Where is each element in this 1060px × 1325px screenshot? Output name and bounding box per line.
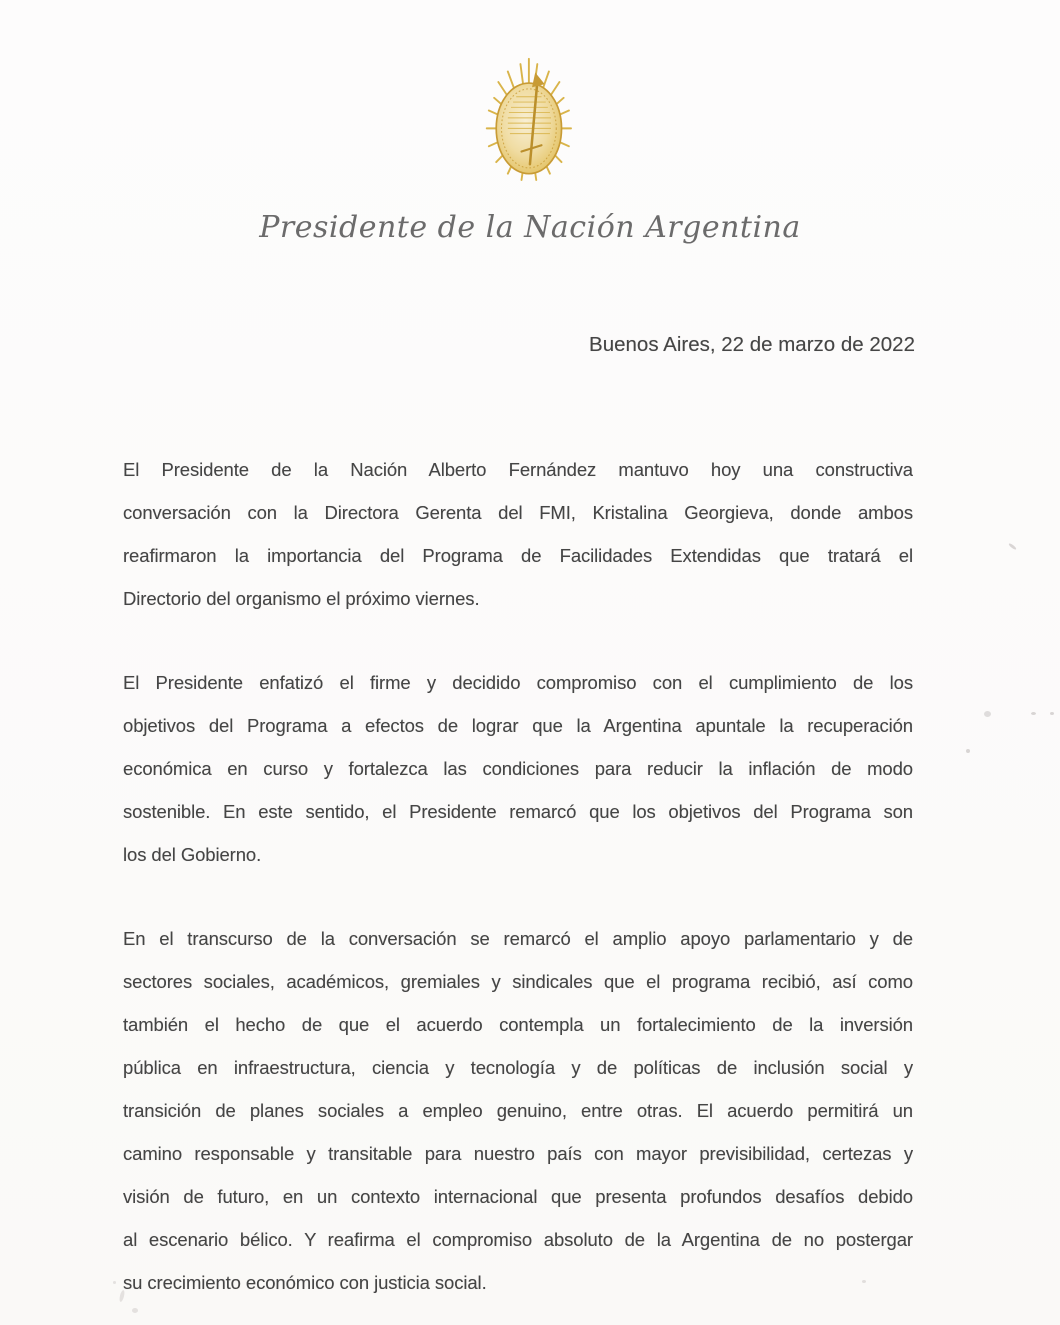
body-line: sectores sociales, académicos, gremiales y sindicales que el programa recibió, así como bbox=[123, 971, 913, 992]
body-line: conversación con la Directora Gerenta del FMI, Kristalina Georgieva, donde ambos bbox=[123, 502, 913, 523]
body bbox=[123, 448, 913, 1304]
scan-artifact bbox=[113, 1281, 116, 1284]
dateline: Buenos Aires, 22 de marzo de 2022 bbox=[589, 333, 915, 356]
paragraph bbox=[123, 448, 913, 620]
paragraph bbox=[123, 917, 913, 1304]
body-line: camino responsable y transitable para nuestro país con mayor previsibilidad, certezas y bbox=[123, 1143, 913, 1164]
body-line: El Presidente enfatizó el firme y decidido compromiso con el cumplimiento de los bbox=[123, 672, 913, 693]
scan-artifact bbox=[132, 1308, 138, 1313]
body-line: reafirmaron la importancia del Programa de Facilidades Extendidas que tratará el bbox=[123, 545, 913, 566]
body-line: Directorio del organismo el próximo viernes. bbox=[123, 588, 480, 609]
body-line: transición de planes sociales a empleo genuino, entre otras. El acuerdo permitirá un bbox=[123, 1100, 913, 1121]
body-line: El Presidente de la Nación Alberto Fernández mantuvo hoy una constructiva bbox=[123, 459, 913, 480]
scan-artifact bbox=[1031, 712, 1036, 715]
body-line: al escenario bélico. Y reafirma el compromiso absoluto de la Argentina de no postergar bbox=[123, 1229, 913, 1250]
body-line: su crecimiento económico con justicia social. bbox=[123, 1272, 487, 1293]
scan-artifact bbox=[1050, 712, 1054, 715]
seal-svg bbox=[473, 42, 585, 200]
body-line: también el hecho de que el acuerdo contempla un fortalecimiento de la inversión bbox=[123, 1014, 913, 1035]
scan-artifact bbox=[862, 1280, 866, 1283]
presidential-seal-icon bbox=[473, 42, 585, 200]
body-line: los del Gobierno. bbox=[123, 844, 262, 865]
scan-artifact bbox=[984, 711, 991, 717]
body-line: sostenible. En este sentido, el Presidente remarcó que los objetivos del Programa son bbox=[123, 801, 913, 822]
body-line: económica en curso y fortalezca las condiciones para reducir la inflación de modo bbox=[123, 758, 913, 779]
body-line: En el transcurso de la conversación se remarcó el amplio apoyo parlamentario y de bbox=[123, 928, 913, 949]
body-line: pública en infraestructura, ciencia y tecnología y de políticas de inclusión social y bbox=[123, 1057, 913, 1078]
body-line: objetivos del Programa a efectos de lograr que la Argentina apuntale la recuperación bbox=[123, 715, 913, 736]
scan-artifact bbox=[1008, 543, 1017, 551]
scan-artifact bbox=[966, 749, 970, 753]
body-line: visión de futuro, en un contexto internacional que presenta profundos desafíos debido bbox=[123, 1186, 913, 1207]
paragraph bbox=[123, 661, 913, 876]
letterhead-title: Presidente de la Nación Argentina bbox=[259, 210, 801, 245]
